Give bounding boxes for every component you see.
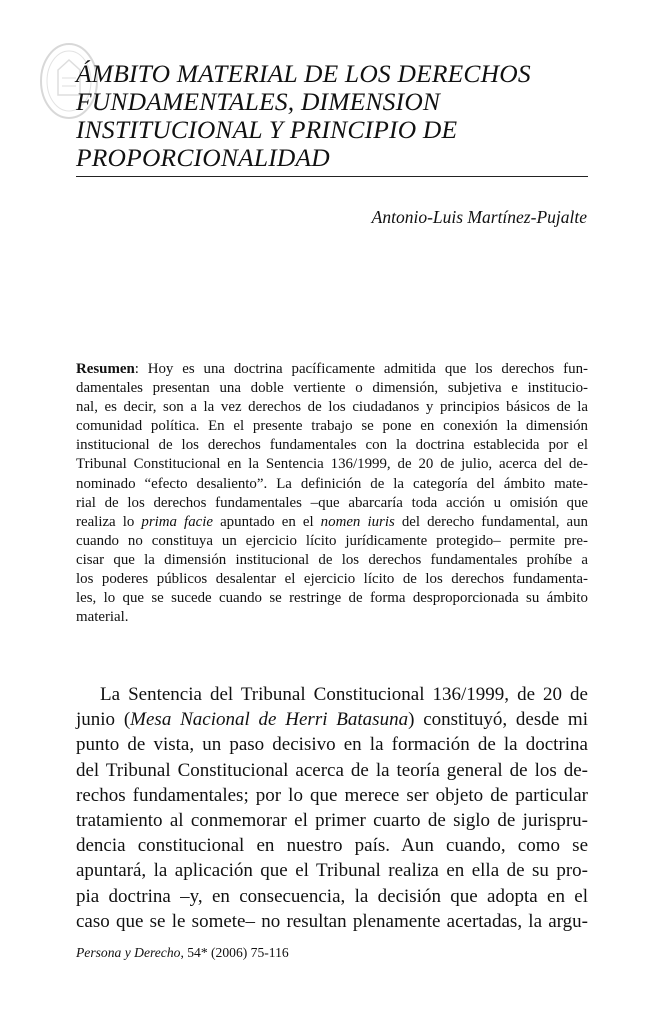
body-line: dencia constitucional en nuestro país. Aun cuando, como se [76, 835, 588, 857]
abstract-line: damentales presentan una doble vertiente o dimensión, subjetiva e institucio- [76, 380, 588, 397]
title-line: ÁMBITO MATERIAL DE LOS DERECHOS [76, 59, 531, 88]
body-line: junio (Mesa Nacional de Herri Batasuna) constituyó, desde mi [76, 709, 588, 731]
journal-issue: , 54* (2006) 75-116 [180, 945, 289, 960]
abstract-line: los poderes públicos desalentar el ejercicio lícito de los derechos fundamenta- [76, 571, 588, 588]
abstract-line: cisar que la dimensión institucional de los derechos fundamentales prohíbe a [76, 551, 588, 568]
abstract-line: rial de los derechos fundamentales –que abarcaría toda acción u omisión que [76, 494, 588, 511]
abstract-line: cuando no constituya un ejercicio lícito jurídicamente protegido– permite pre- [76, 532, 588, 549]
abstract-line: institucional de los derechos fundamentales con la doctrina establecida por el [76, 437, 588, 454]
abstract-line: material. [76, 609, 129, 626]
author-name: Antonio-Luis Martínez-Pujalte [371, 207, 587, 227]
article-title [76, 60, 586, 172]
abstract-line: nominado “efecto desaliento”. La definición de la categoría del ámbito mate- [76, 475, 588, 492]
abstract-line: les, lo que se sucede cuando se restringe de forma desproporcionada su ámbito [76, 590, 588, 607]
body-line: del Tribunal Constitucional acerca de la teoría general de los de- [76, 759, 588, 781]
journal-citation [76, 945, 289, 961]
title-line: PROPORCIONALIDAD [76, 143, 330, 172]
abstract-line: comunidad política. En el presente trabajo se pone en conexión la dimensión [76, 418, 588, 435]
body-line: punto de vista, un paso decisivo en la formación de la doctrina [76, 734, 588, 756]
title-underline [76, 176, 588, 177]
title-line: INSTITUCIONAL Y PRINCIPIO DE [76, 115, 458, 144]
journal-name: Persona y Derecho [76, 945, 181, 960]
body-line: apuntará, la aplicación que el Tribunal realiza en ella de su pro- [76, 860, 588, 882]
abstract-line: nal, es decir, son a la vez derechos de los ciudadanos y principios básicos de la [76, 399, 588, 416]
abstract [76, 360, 588, 627]
abstract-line: realiza lo prima facie apuntado en el nomen iuris del derecho fundamental, aun [76, 513, 589, 530]
body-line: rechos fundamentales; por lo que merece ser objeto de particular [76, 784, 588, 806]
body-line: tratamiento al conmemorar el primer cuarto de siglo de jurispru- [76, 810, 588, 832]
body-text [76, 682, 588, 934]
body-line: pia doctrina –y, en consecuencia, la decisión que adopta en el [76, 885, 588, 907]
abstract-label: Resumen [76, 361, 135, 377]
body-line: caso que se le somete– no resultan plenamente acertadas, la argu- [76, 910, 588, 932]
abstract-line: Tribunal Constitucional en la Sentencia 136/1999, de 20 de julio, acerca del de- [76, 456, 588, 473]
title-line: FUNDAMENTALES, DIMENSION [76, 87, 441, 116]
body-line: La Sentencia del Tribunal Constitucional 136/1999, de 20 de [100, 684, 588, 705]
abstract-line: Resumen: Hoy es una doctrina pacíficamente admitida que los derechos fun- [76, 361, 588, 377]
